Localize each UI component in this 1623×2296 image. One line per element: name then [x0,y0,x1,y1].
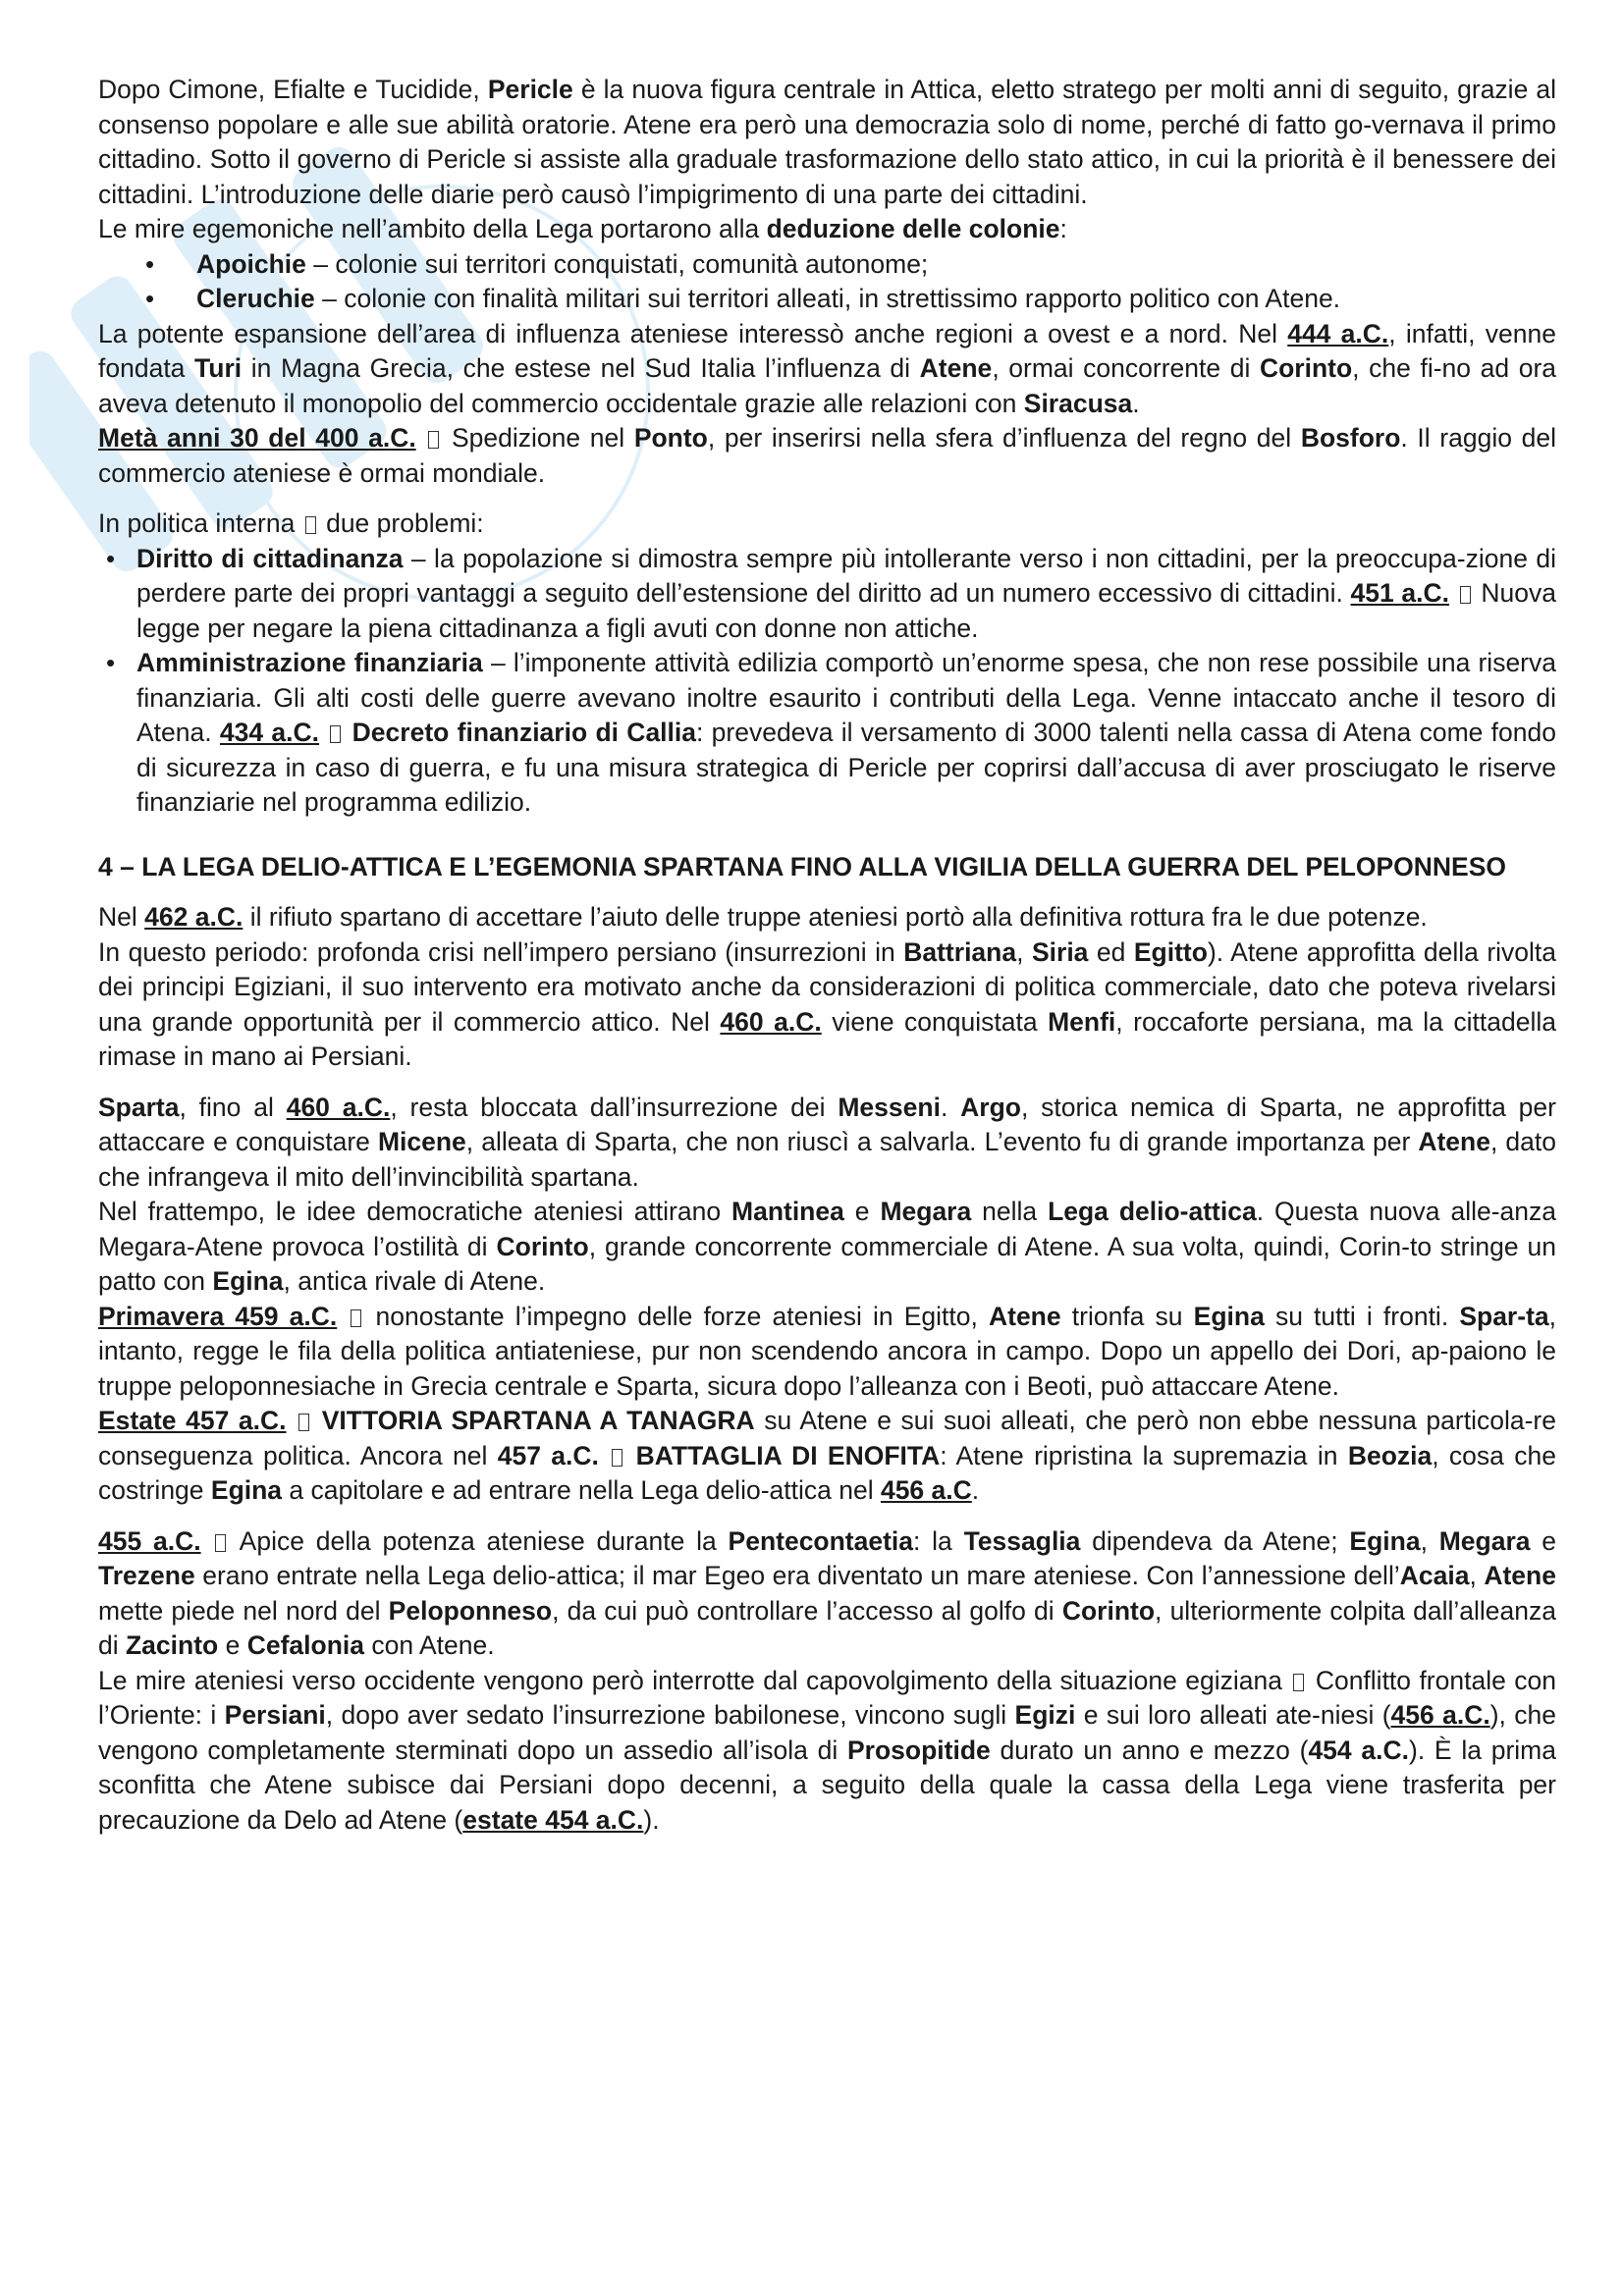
problemi-list [98,542,1556,821]
paragraph-espansione: La potente espansione dell’area di influenza ateniese interessò anche regioni a ovest e a nord. Nel 444 a.C., infatti, venne fondata Turi in Magna Grecia, che estese nel Sud Italia l’influenza di Atene, ormai concorrente di Corinto, che fi-no ad ora aveva detenuto il monopolio del commercio occidentale grazie alle relazioni con Siracusa. [98,318,1557,418]
arrow-icon [305,516,316,534]
arrow-icon [612,1449,622,1467]
document-page [98,73,1556,1838]
arrow-icon [1460,586,1471,604]
list-item: • Diritto di cittadinanza – la popolazione si dimostra sempre più intollerante verso i non cittadini, per la preoccupa-zione di perdere parte dei propri vantaggi a seguito dell’estensione del diritto ad un numero eccessivo di cittadini. 451 a.C. Nuova legge per negare la piena cittadinanza a figli avuti con donne non attiche. [98,542,1556,647]
paragraph-457: Estate 457 a.C. VITTORIA SPARTANA A TANAGRA su Atene e sui suoi alleati, che però non ebbe nessuna particola-re conseguenza politica. Ancora nel 457 a.C. BATTAGLIA DI ENOFITA: Atene ripristina la supremazia in Beozia, cosa che costringe Egina a capitolare e ad entrare nella Lega delio-attica nel 456 a.C. [98,1406,1556,1505]
paragraph-pericle: Dopo Cimone, Efialte e Tucidide, Pericle è la nuova figura centrale in Attica, eletto stratego per molti anni di seguito, grazie al consenso popolare e alle sue abilità oratorie. Atene era però una democrazia solo di nome, perché di fatto go-vernava il primo cittadino. Sotto il governo di Pericle si assiste alla graduale trasformazione dello stato attico, in cui la priorità è il benessere dei cittadini. L’introduzione delle diarie però causò l’impigrimento di una parte dei cittadini. [98,75,1556,209]
paragraph-455: 455 a.C. Apice della potenza ateniese durante la Pentecontaetia: la Tessaglia dipendeva da Atene; Egina, Megara e Trezene erano entrate nella Lega delio-attica; il mar Egeo era diventato un mare ateniese. Con l’annessione dell’Acaia, Atene mette piede nel nord del Peloponneso, da cui può controllare l’accesso al golfo di Corinto, ulteriormente colpita dall’alleanza di Zacinto e Cefalonia con Atene. [98,1525,1557,1660]
paragraph-mire-occidente: Le mire ateniesi verso occidente vengono però interrotte dal capovolgimento della situazione egiziana Conflitto frontale con l’Oriente: i Persiani, dopo aver sedato l’insurrezione babilonese, vincono sugli Egizi e sui loro alleati ate-niesi (456 a.C.), che vengono completamente sterminati dopo un assedio all’isola di Prosopitide durato un anno e mezzo (454 a.C.). È la prima sconfitta che Atene subisce dai Persiani dopo decenni, a seguito della quale la cassa della Lega viene trasferita per precauzione da Delo ad Atene (estate 454 a.C.). [98,1665,1556,1835]
arrow-icon [428,431,439,449]
arrow-icon [1293,1674,1304,1691]
arrow-icon [351,1309,361,1327]
paragraph-idee-democratiche: Nel frattempo, le idee democratiche ateniesi attirano Mantinea e Megara nella Lega delio-attica. Questa nuova alle-anza Megara-Atene provoca l’ostilità di Corinto, grande concorrente commerciale di Atene. A sua volta, quindi, Corin-to stringe un patto con Egina, antica rivale di Atene. [98,1197,1557,1296]
paragraph-sparta: Sparta, fino al 460 a.C., resta bloccata dall’insurrezione dei Messeni. Argo, storica nemica di Sparta, ne approfitta per attaccare e conquistare Micene, alleata di Sparta, che non riuscì a salvarla. L’evento fu di grande importanza per Atene, dato che infrangeva il mito dell’invincibilità spartana. [98,1092,1556,1192]
paragraph-politica-interna: In politica interna due problemi: [98,508,484,538]
colonie-list [98,247,1556,317]
arrow-icon [298,1414,309,1431]
arrow-icon [330,725,341,743]
paragraph-crisi-persiana: In questo periodo: profonda crisi nell’impero persiano (insurrezioni in Battriana, Siria ed Egitto). Atene approfitta della rivolta dei principi Egiziani, il suo intervento era motivato anche da considerazioni di politica commerciale, dato che poteva rivelarsi una grande opportunità per il commercio attico. Nel 460 a.C. viene conquistata Menfi, roccaforte persiana, ma la cittadella rimase in mano ai Persiani. [98,936,1557,1071]
paragraph-colonie: Le mire egemoniche nell’ambito della Lega portarono alla deduzione delle colonie: [98,214,1067,243]
paragraph-ponto: Metà anni 30 del 400 a.C. Spedizione nel Ponto, per inserirsi nella sfera d’influenza del regno del Bosforo. Il raggio del commercio ateniese è ormai mondiale. [98,423,1556,488]
paragraph-459: Primavera 459 a.C. nonostante l’impegno delle forze ateniesi in Egitto, Atene trionfa su Egina su tutti i fronti. Spar-ta, intanto, regge le fila della politica antiateniese, pur non scendendo ancora in campo. Dopo un appello dei Dori, ap-paiono le truppe peloponnesiache in Grecia centrale e Sparta, sicura dopo l’alleanza con i Beoti, può attaccare Atene. [98,1301,1557,1401]
list-item: • Apoichie – colonie sui territori conquistati, comunità autonome; [98,247,1556,283]
list-item: • Amministrazione finanziaria – l’imponente attività edilizia comportò un’enorme spesa, che non rese possibile una riserva finanziaria. Gli alti costi delle guerre avevano inoltre esaurito i contributi della Lega. Venne intaccato anche il tesoro di Atena. 434 a.C. Decreto finanziario di Callia: prevedeva il versamento di 3000 talenti nella cassa di Atena come fondo di sicurezza in caso di guerra, e fu una misura strategica di Pericle per coprirsi dall’accusa di aver prosciugato le riserve finanziarie nel programma edilizio. [98,646,1556,821]
section-heading: 4 – LA LEGA DELIO-ATTICA E L’EGEMONIA SPARTANA FINO ALLA VIGILIA DELLA GUERRA DEL PELOPONNESO [98,851,1506,881]
paragraph-462: Nel 462 a.C. il rifiuto spartano di accettare l’aiuto delle truppe ateniesi portò alla definitiva rottura fra le due potenze. [98,902,1428,932]
list-item: • Cleruchie – colonie con finalità militari sui territori alleati, in strettissimo rapporto politico con Atene. [98,282,1556,317]
arrow-icon [215,1534,226,1552]
